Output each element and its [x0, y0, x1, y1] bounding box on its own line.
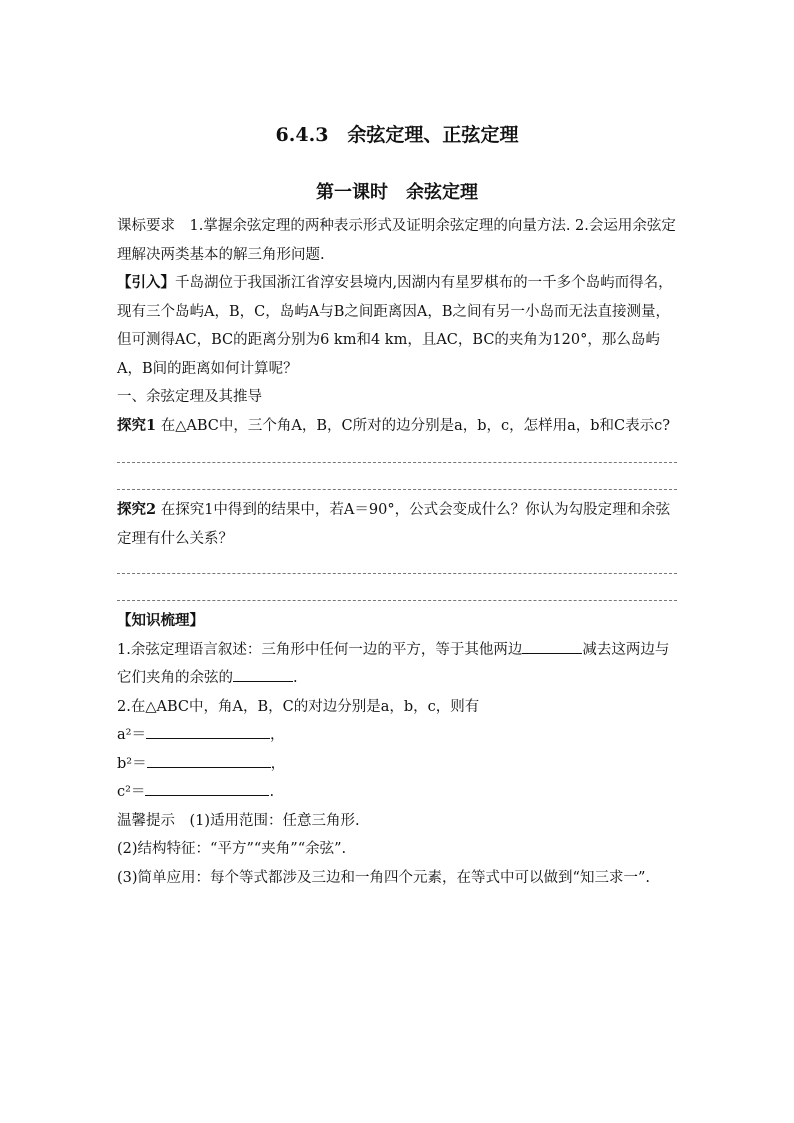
explore2-label: 探究2 [117, 501, 157, 518]
fill-blank[interactable] [145, 780, 269, 796]
knowledge-item-1-text-b: 减去这两边与它们夹角的余弦的 [117, 641, 670, 686]
knowledge-heading: 【知识梳理】 [117, 612, 204, 629]
tips-line-1 [117, 807, 677, 836]
tips-label: 温馨提示 [117, 812, 175, 829]
period: . [293, 670, 298, 686]
fill-blank[interactable] [146, 723, 270, 739]
formula-c-label: c²＝ [117, 784, 146, 800]
knowledge-item-2: 2.在△ABC中，角A，B，C的对边分别是a，b，c，则有 [117, 698, 480, 715]
formula-c-line [117, 778, 677, 807]
standard-paragraph [117, 212, 677, 269]
standard-text: 1.掌握余弦定理的两种表示形式及证明余弦定理的向量方法. 2.会运用余弦定理解决两类基本的解三角形问题. [117, 218, 676, 263]
explore2-text: 在探究1中得到的结果中，若A＝90°，公式会变成什么？你认为勾股定理和余弦定理有什么关系？ [117, 502, 671, 547]
formula-b-line [117, 750, 677, 779]
document-body [117, 212, 677, 892]
page-title: 6.4.3 余弦定理、正弦定理 [275, 124, 519, 146]
fill-blank[interactable] [233, 666, 293, 682]
fill-blank[interactable] [147, 752, 271, 768]
page-subtitle: 第一课时 余弦定理 [316, 182, 478, 203]
standard-label: 课标要求 [117, 218, 175, 234]
explore1-paragraph [117, 412, 677, 441]
formula-b-label: b²＝ [117, 755, 147, 772]
tips-text-1: (1)适用范围：任意三角形. [189, 812, 360, 829]
knowledge-item-1 [117, 636, 677, 693]
fill-blank[interactable] [522, 638, 582, 654]
comma: ， [270, 755, 286, 772]
intro-label: 【引入】 [117, 274, 175, 291]
explore2-paragraph [117, 496, 677, 553]
section-heading: 一、余弦定理及其推导 [117, 389, 262, 405]
formula-a-label: a²＝ [117, 727, 146, 743]
tips-line-2: (2)结构特征：“平方”“夹角”“余弦”. [117, 841, 347, 857]
formula-a-line [117, 721, 677, 750]
knowledge-item-1-text-a: 1.余弦定理语言叙述：三角形中任何一边的平方，等于其他两边 [117, 641, 523, 658]
explore1-text: 在△ABC中，三个角A，B，C所对的边分别是a，b，c，怎样用a，b和C表示c? [160, 417, 671, 434]
tips-line-3: (3)简单应用：每个等式都涉及三边和一角四个元素，在等式中可以做到“知三求一”. [117, 869, 650, 886]
explore1-label: 探究1 [117, 416, 157, 434]
comma: ， [269, 727, 285, 743]
intro-text: 千岛湖位于我国浙江省淳安县境内,因湖内有星罗棋布的一千多个岛屿而得名，现有三个岛屿A，B，C，岛屿A与B之间距离因A，B之间有另一小岛而无法直接测量，但可测得AC，BC的距离分别为6 km和4 km，且AC，BC的夹角为120°，那么岛屿A，B间的距离如何计算呢？ [117, 275, 673, 377]
period: . [269, 784, 275, 800]
intro-paragraph [117, 269, 677, 383]
